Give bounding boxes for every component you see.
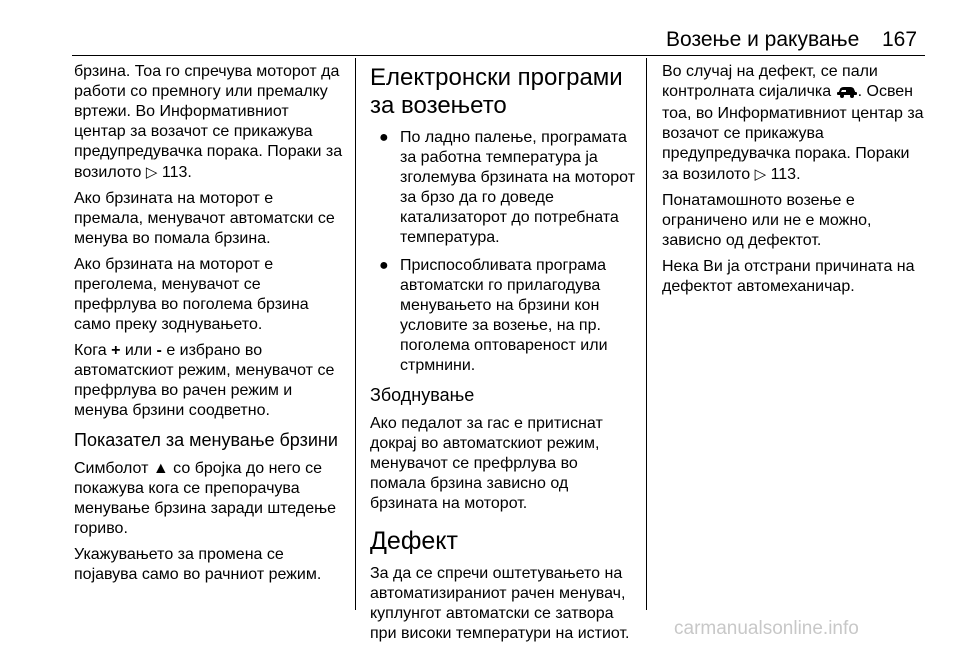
col3-paragraph-2: Понатамошното возење е ограничено или не е можно, зависно од дефектот. <box>662 192 872 249</box>
col1-paragraph-3: Ако брзината на моторот е преголема, менувачот се префрлува во поголема брзина само преку зоднувањето. <box>74 256 309 333</box>
list-item: ● По ладно палење, програмата за работна температура ја зголемува брзината на моторот за брзо да го доведе катализаторот до потребната температура. <box>379 129 636 246</box>
col1-paragraph-2: Ако брзината на моторот е премала, менувачот автоматски се менува во помала брзина. <box>74 190 335 247</box>
gear-indicator-heading: Показател за менување брзини <box>74 430 338 450</box>
page-header <box>0 0 960 56</box>
bullet-icon: ● <box>379 129 389 146</box>
col1-paragraph-6: Укажувањето за промена се појавува само во рачниот режим. <box>74 546 322 583</box>
column-1 <box>74 62 344 591</box>
col3-paragraph-3: Нека Ви ја отстрани причината на дефектот автомеханичар. <box>662 258 915 295</box>
programs-list <box>370 128 636 376</box>
bullet-icon: ● <box>379 257 389 274</box>
col2-paragraph-2: За да се спречи оштетувањето на автоматизираниот рачен менувач, куплунгот автоматски се затвора при високи температури на истиот. <box>370 565 630 642</box>
col1-paragraph-5: Симболот ▲ со бројка до него се покажува кога се препорачува менување брзина заради штедење гориво. <box>74 460 337 537</box>
cross-reference-arrow-icon: ▷ <box>754 165 767 183</box>
car-fault-icon <box>836 84 858 104</box>
header-rule <box>72 55 925 56</box>
column-2 <box>370 64 636 650</box>
column-divider-1 <box>355 58 356 610</box>
list-item: ● Приспособливата програма автоматски го прилагодува менувањето на брзини кон условите за возење, на пр. поголема оптовареност или стрмнини. <box>379 257 608 374</box>
section-title: Возење и ракување <box>666 28 860 51</box>
col3-paragraph-1: Во случај на дефект, се пали контролната сијаличка . Освен тоа, во Информативниот центар за возачот се прикажува предупредувачка порака. Пораки за возилото ▷ 113. <box>662 63 924 183</box>
col2-paragraph-1: Ако педалот за гас е притиснат докрај во автоматскиот режим, менувачот се префрлува во помала брзина зависно од брзината на моторот. <box>370 415 603 512</box>
page-number: 167 <box>882 28 918 51</box>
plus-symbol: + <box>111 342 121 359</box>
fault-heading: Дефект <box>370 527 458 555</box>
upshift-triangle-icon: ▲ <box>152 460 169 477</box>
cross-reference-arrow-icon: ▷ <box>145 163 158 181</box>
minus-symbol: - <box>156 342 162 359</box>
col1-paragraph-1: брзина. Тоа го спречува моторот да работи со премногу или премалку вртежи. Во Информативниот центар за возачот се прикажува предупредувачка порака. Пораки за возилото ▷ 113. <box>74 63 343 181</box>
cross-reference-link[interactable]: 113. <box>770 166 801 183</box>
column-divider-2 <box>646 58 647 610</box>
column-3 <box>662 62 928 303</box>
electronic-programs-heading: Електронски програми за возењето <box>370 64 623 119</box>
col1-paragraph-4: Кога + или - е избрано во автоматскиот режим, менувачот се префрлува во рачен режим и менува брзини соодветно. <box>74 342 335 419</box>
cross-reference-link[interactable]: 113. <box>161 164 192 181</box>
watermark: carmanualsonline.info <box>674 618 859 639</box>
kickdown-heading: Збоднување <box>370 385 475 405</box>
